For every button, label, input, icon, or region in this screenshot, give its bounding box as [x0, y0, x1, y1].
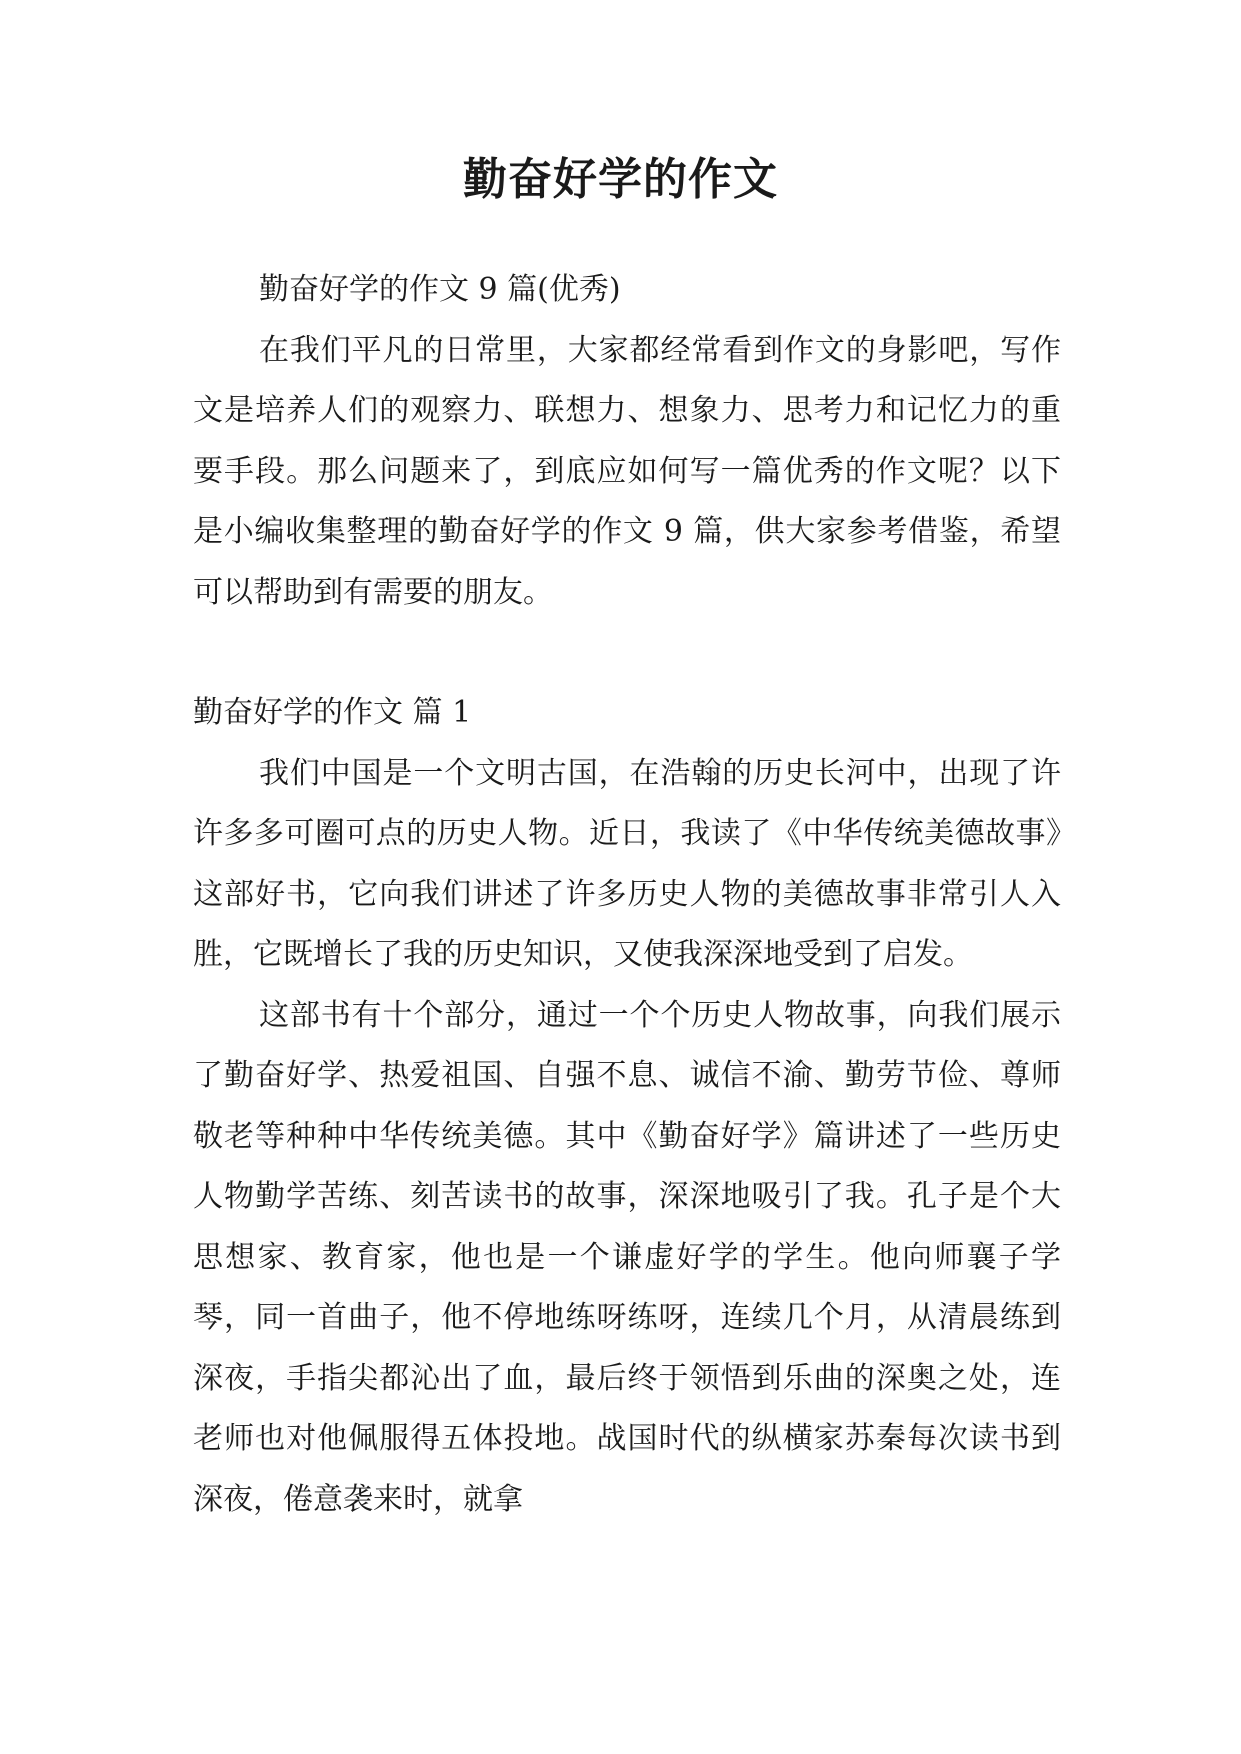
document-body — [193, 260, 1061, 1530]
section-paragraph-1: 我们中国是一个文明古国，在浩翰的历史长河中，出现了许许多多可圈可点的历史人物。近日，我读了《中华传统美德故事》这部好书，它向我们讲述了许多历史人物的美德故事非常引人入胜，它既增长了我的历史知识，又使我深深地受到了启发。 — [193, 755, 1061, 972]
section-paragraph-2: 这部书有十个部分，通过一个个历史人物故事，向我们展示了勤奋好学、热爱祖国、自强不息、诚信不渝、勤劳节俭、尊师敬老等种种中华传统美德。其中《勤奋好学》篇讲述了一些历史人物勤学苦练、刻苦读书的故事，深深地吸引了我。孔子是个大思想家、教育家，他也是一个谦虚好学的学生。他向师襄子学琴，同一首曲子，他不停地练呀练呀，连续几个月，从清晨练到深夜，手指尖都沁出了血，最后终于领悟到乐曲的深奥之处，连老师也对他佩服得五体投地。战国时代的纵横家苏秦每次读书到深夜，倦意袭来时，就拿 — [193, 997, 1061, 1517]
intro-paragraph: 在我们平凡的日常里，大家都经常看到作文的身影吧，写作文是培养人们的观察力、联想力、想象力、思考力和记忆力的重要手段。那么问题来了，到底应如何写一篇优秀的作文呢？以下是小编收集整理的勤奋好学的作文 9 篇，供大家参考借鉴，希望可以帮助到有需要的朋友。 — [193, 332, 1061, 610]
document-title: 勤奋好学的作文 — [463, 154, 778, 205]
document-subtitle: 勤奋好学的作文 9 篇(优秀) — [259, 272, 621, 307]
section-heading: 勤奋好学的作文 篇 1 — [193, 695, 472, 730]
